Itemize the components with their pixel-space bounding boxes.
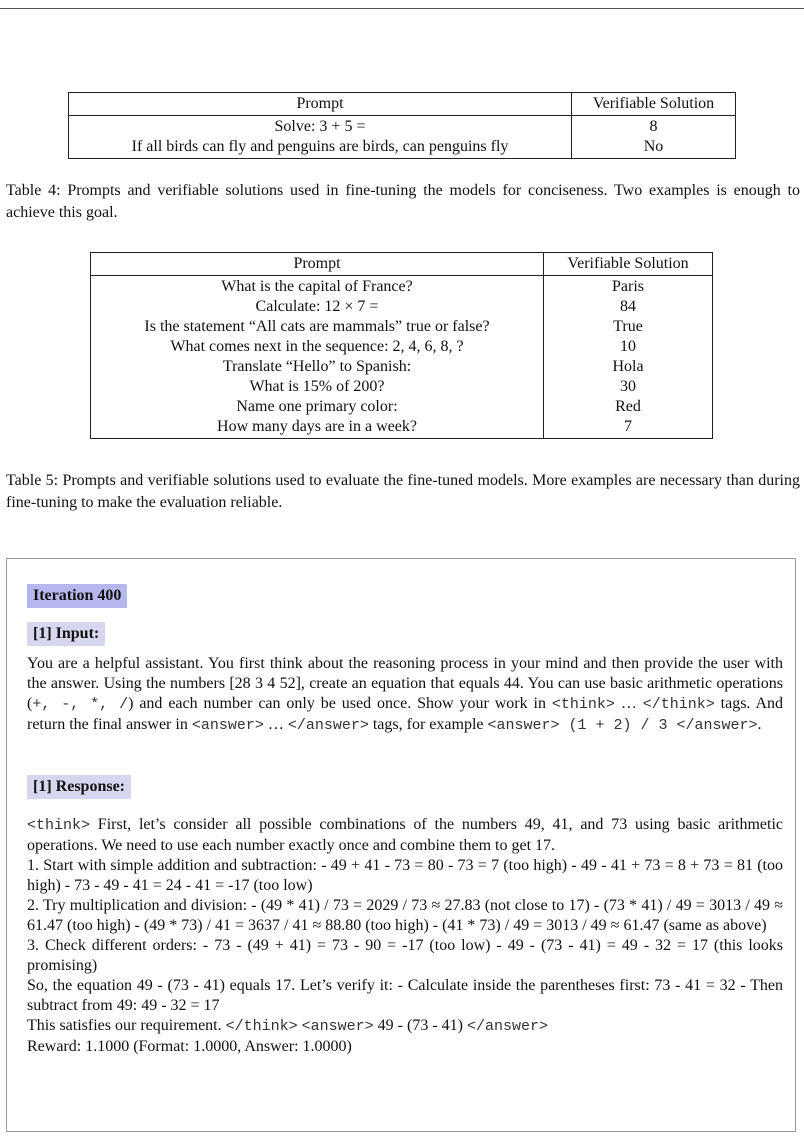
solution-cell: Hola (544, 357, 713, 377)
example-code: <answer> (1 + 2) / 3 </answer> (487, 717, 758, 734)
prompt-cell: Is the statement “All cats are mammals” true or false? (91, 317, 544, 337)
input-label: [1] Input: (27, 622, 105, 646)
table-row (91, 337, 713, 357)
think-close-tag: </think> (225, 1018, 298, 1035)
table-row (91, 297, 713, 317)
input-text-part: … (614, 695, 643, 712)
column-header-solution: Verifiable Solution (572, 93, 736, 116)
answer-close-tag: </answer> (287, 717, 369, 734)
response-line-text: First, let’s consider all possible combinations of the numbers 49, 41, and 73 using basic arithmetic operations. We need to use each number exactly once and combine them to get 17. (27, 816, 783, 854)
prompt-cell: Translate “Hello” to Spanish: (91, 357, 544, 377)
input-text-part: ) and each number can only be used once. Show your work in (128, 695, 552, 712)
table-row (91, 357, 713, 377)
prompt-cell: If all birds can fly and penguins are birds, can penguins fly (69, 137, 572, 159)
table-5 (90, 252, 713, 439)
table-row (69, 116, 736, 138)
answer-open-tag: <answer> (301, 1018, 374, 1035)
input-text (27, 654, 783, 736)
response-line: 1. Start with simple addition and subtraction: - 49 + 41 - 73 = 80 - 73 = 7 (too high) - 49 - 41 + 73 = 8 + 73 = 81 (too high) - 73 - 49 - 41 = 24 - 41 = -17 (too low) (27, 857, 783, 894)
answer-open-tag: <answer> (191, 717, 264, 734)
solution-cell: No (572, 137, 736, 159)
input-text-part: . (757, 716, 762, 733)
response-label: [1] Response: (27, 775, 131, 799)
column-header-prompt: Prompt (69, 93, 572, 116)
table-row (91, 417, 713, 439)
input-text-part: … (263, 716, 288, 733)
prompt-cell: What is the capital of France? (91, 276, 544, 298)
response-line: 2. Try multiplication and division: - (49 * 41) / 73 = 2029 / 73 ≈ 27.83 (not close to 17) - (73 * 41) / 49 = 3013 / 49 ≈ 61.47 (too high) - (49 * 73) / 41 = 3637 / 41 ≈ 88.80 (too high) - (41 * 73) / 49 = 3013 / 49 ≈ 61.47 (same as above) (27, 897, 783, 934)
table-row (91, 397, 713, 417)
answer-close-tag: </answer> (466, 1018, 548, 1035)
response-line-text: This satisfies our requirement. (27, 1017, 226, 1034)
solution-cell: 30 (544, 377, 713, 397)
prompt-cell: What is 15% of 200? (91, 377, 544, 397)
table-row (91, 276, 713, 298)
table-header-row (69, 93, 736, 116)
table-4 (68, 92, 736, 159)
top-rule (0, 8, 804, 9)
table-5-caption: Table 5: Prompts and verifiable solutions used to evaluate the fine-tuned models. More examples are necessary than during fine-tuning to make the evaluation reliable. (6, 472, 800, 511)
solution-cell: 10 (544, 337, 713, 357)
prompt-cell: How many days are in a week? (91, 417, 544, 439)
response-line (27, 1016, 783, 1037)
column-header-solution: Verifiable Solution (544, 253, 713, 276)
prompt-cell: Solve: 3 + 5 = (69, 116, 572, 138)
prompt-cell: Name one primary color: (91, 397, 544, 417)
table-row (91, 377, 713, 397)
table-header-row (91, 253, 713, 276)
input-text-part: You are a helpful assistant. You first think about the reasoning process in your mind and then provide the user with the answer. Using the numbers [28 3 4 52], create an equation that equals 44. You can use basic arithmetic operations ( (27, 655, 783, 712)
column-header-prompt: Prompt (91, 253, 544, 276)
operators-code: +, -, *, / (32, 696, 129, 713)
solution-cell: True (544, 317, 713, 337)
solution-cell: 8 (572, 116, 736, 138)
response-line (27, 815, 783, 856)
response-text (27, 815, 783, 1057)
table-4-caption: Table 4: Prompts and verifiable solutions used in fine-tuning the models for conciseness. Two examples is enough to achieve this goal. (6, 182, 800, 221)
input-text-part: tags. And return the final answer in (27, 695, 784, 733)
prompt-cell: What comes next in the sequence: 2, 4, 6, 8, ? (91, 337, 544, 357)
iteration-label: Iteration 400 (27, 584, 127, 608)
think-open-tag: <think> (27, 817, 91, 834)
response-line: So, the equation 49 - (73 - 41) equals 17. Let’s verify it: - Calculate inside the parentheses first: 73 - 41 = 32 - Then subtract from 49: 49 - 32 = 17 (27, 977, 783, 1014)
solution-cell: Red (544, 397, 713, 417)
solution-cell: 84 (544, 297, 713, 317)
response-line: 3. Check different orders: - 73 - (49 + 41) = 73 - 90 = -17 (too low) - 49 - (73 - 41) = 49 - 32 = 17 (this looks promising) (27, 937, 783, 974)
table-row (69, 137, 736, 159)
input-text-part: tags, for example (368, 716, 488, 733)
answer-body: 49 - (73 - 41) (373, 1017, 467, 1034)
solution-cell: Paris (544, 276, 713, 298)
reward-line: Reward: 1.1000 (Format: 1.0000, Answer: 1.0000) (27, 1038, 352, 1055)
think-open-tag: <think> (551, 696, 615, 713)
think-close-tag: </think> (642, 696, 715, 713)
table-row (91, 317, 713, 337)
prompt-cell: Calculate: 12 × 7 = (91, 297, 544, 317)
example-box (6, 558, 796, 1132)
solution-cell: 7 (544, 417, 713, 439)
